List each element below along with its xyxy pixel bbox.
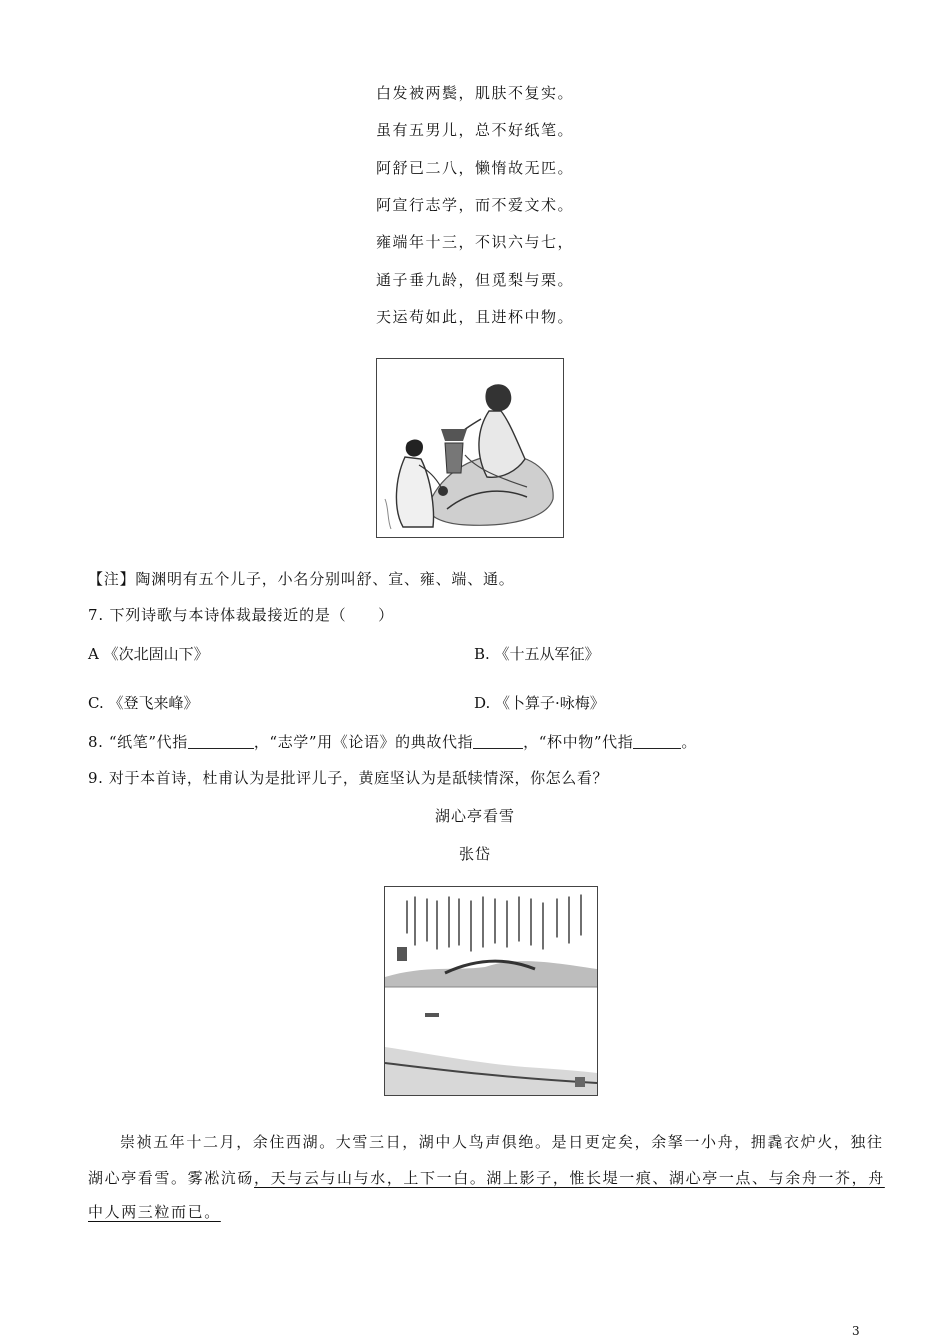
essay-paragraph-line-1: 崇祯五年十二月，余住西湖。大雪三日，湖中人鸟声俱绝。是日更定矣，余拏一小舟，拥毳衣炉火，独往 [120, 1133, 884, 1151]
page-number: 3 [852, 1324, 860, 1338]
poem-line-4: 阿宣行志学，而不爱文术。 [375, 196, 574, 214]
essay-line-2-plain: 湖心亭看雪。雾凇沆砀 [88, 1169, 255, 1187]
essay-line-3-underlined: 中人两三粒而已。 [88, 1203, 221, 1221]
lake-pavilion-illustration [384, 886, 598, 1096]
question-8 [88, 731, 697, 752]
poem-line-2: 虽有五男儿，总不好纸笔。 [375, 121, 574, 139]
question-8-part1: 8. “纸笔”代指 [88, 733, 188, 751]
poem-line-7: 天运苟如此，且进杯中物。 [375, 308, 574, 326]
answer-blank-1[interactable] [188, 734, 254, 749]
poem-note: 【注】陶渊明有五个儿子，小名分别叫舒、宣、雍、端、通。 [88, 570, 515, 588]
essay-paragraph-line-2 [88, 1167, 885, 1188]
poem-line-1: 白发被两鬓，肌肤不复实。 [375, 84, 574, 102]
essay-line-2-underlined: ，天与云与山与水，上下一白。湖上影子，惟长堤一痕、湖心亭一点、与余舟一芥，舟 [254, 1169, 885, 1187]
question-7-option-d[interactable]: D. 《卜算子·咏梅》 [474, 694, 605, 712]
answer-blank-2[interactable] [473, 734, 523, 749]
essay-title: 湖心亭看雪 [434, 807, 515, 825]
question-9: 9. 对于本首诗，杜甫认为是批评儿子，黄庭坚认为是舐犊情深，你怎么看？ [88, 769, 609, 787]
poet-illustration [376, 358, 564, 538]
essay-author: 张岱 [458, 845, 491, 863]
question-7-option-a[interactable]: A 《次北固山下》 [88, 645, 209, 663]
question-8-part3: ，“杯中物”代指 [523, 733, 634, 751]
question-7-option-c[interactable]: C. 《登飞来峰》 [88, 694, 199, 712]
answer-blank-3[interactable] [633, 734, 681, 749]
question-7-option-b[interactable]: B. 《十五从军征》 [474, 645, 600, 663]
lake-snow-image [385, 887, 597, 1095]
poet-drinking-image [377, 359, 563, 537]
question-8-part4: 。 [681, 733, 697, 751]
poem-line-5: 雍端年十三，不识六与七， [375, 233, 574, 251]
question-7-stem: 7. 下列诗歌与本诗体裁最接近的是（ ） [88, 606, 394, 624]
question-8-part2: ，“志学”用《论语》的典故代指 [253, 733, 474, 751]
poem-line-3: 阿舒已二八，懒惰故无匹。 [375, 159, 574, 177]
poem-line-6: 通子垂九龄，但觅梨与栗。 [375, 271, 574, 289]
essay-paragraph-line-3 [88, 1201, 860, 1222]
